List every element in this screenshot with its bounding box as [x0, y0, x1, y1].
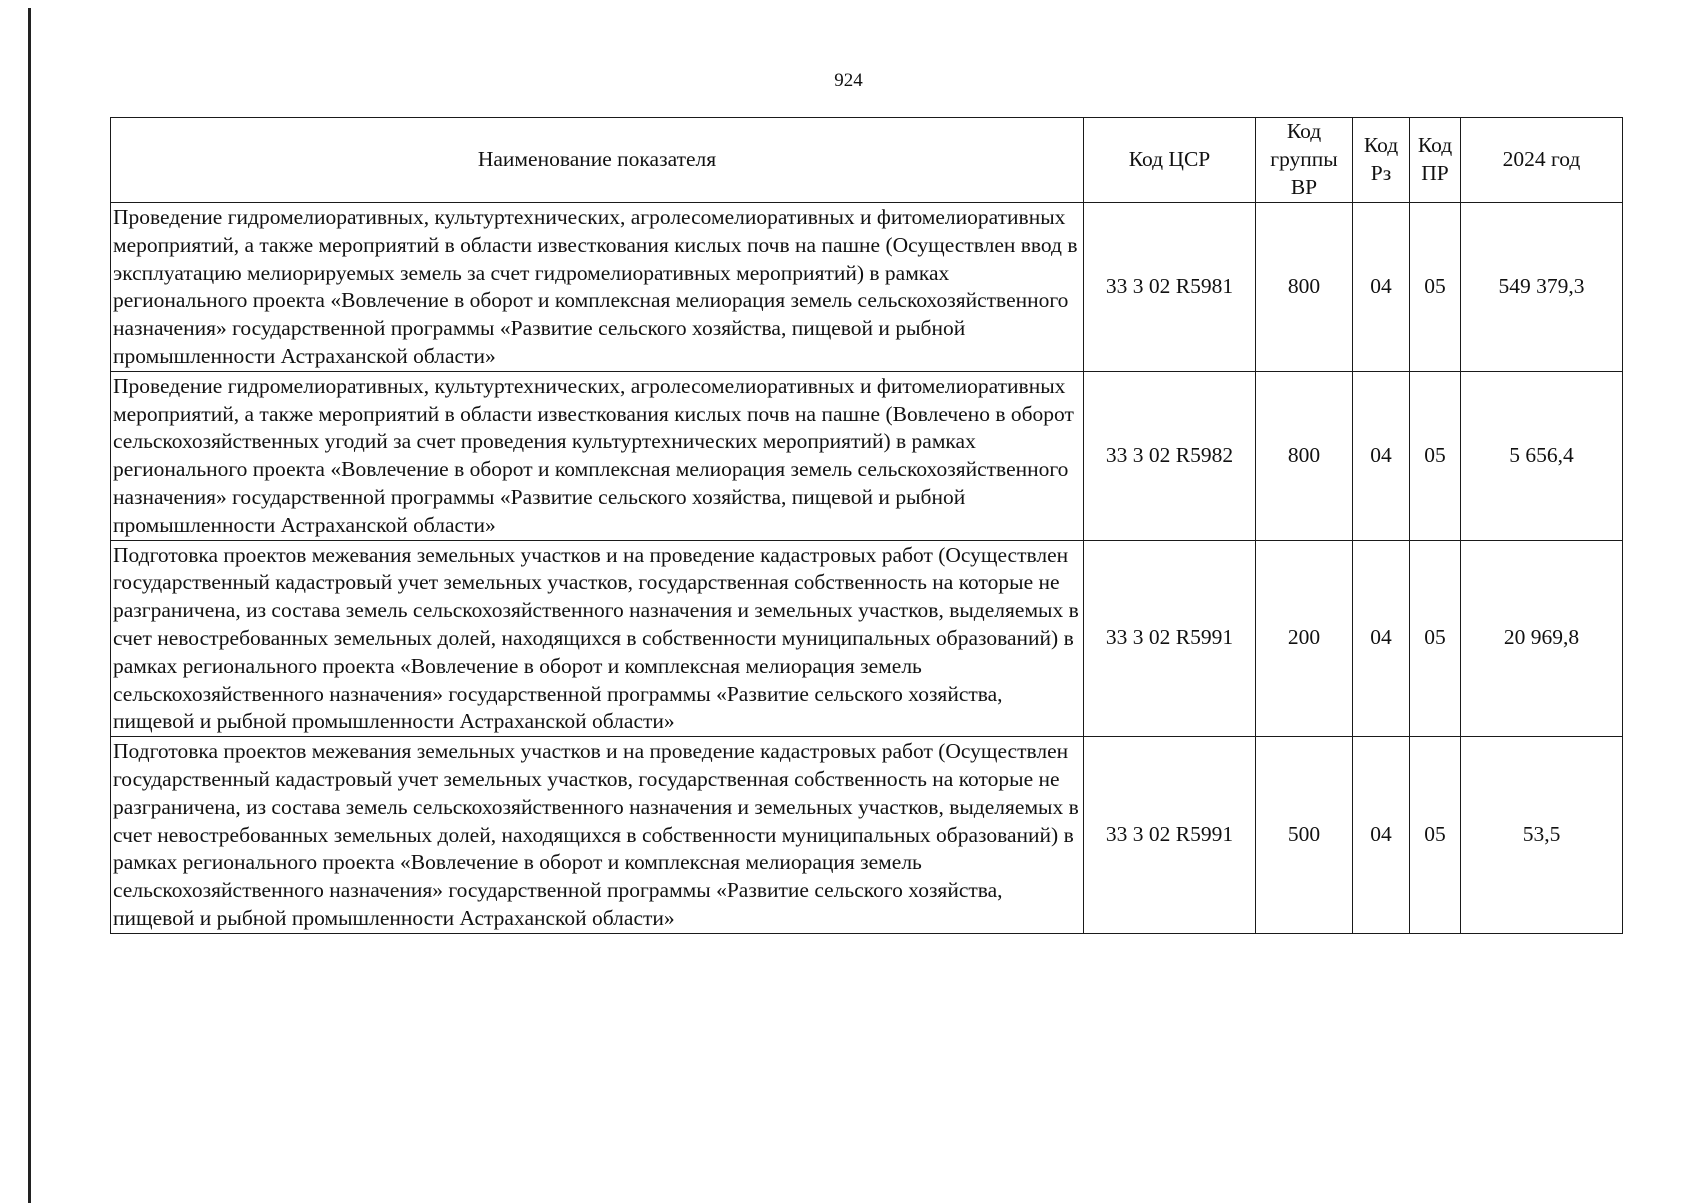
row-sum-2024: 549 379,3	[1461, 203, 1623, 372]
row-csr-code: 33 3 02 R5991	[1084, 737, 1256, 934]
row-rz-code: 04	[1353, 203, 1410, 372]
header-csr-code: Код ЦСР	[1084, 118, 1256, 203]
table-header-row	[111, 118, 1623, 203]
row-vr-code: 200	[1256, 540, 1353, 737]
row-vr-code: 800	[1256, 203, 1353, 372]
row-name: Подготовка проектов межевания земельных участков и на проведение кадастровых работ (Осуществлен государственный кадастровый учет земельных участков, государственная собственность на которые не разграничена, из состава земель сельскохозяйственного назначения и земельных участков, выделяемых в счет невостребованных земельных долей, находящихся в собственности муниципальных образований) в рамках регионального проекта «Вовлечение в оборот и комплексная мелиорация земель сельскохозяйственного назначения» государственной программы «Развитие сельского хозяйства, пищевой и рыбной промышленности Астраханской области»	[111, 737, 1084, 934]
row-name: Подготовка проектов межевания земельных участков и на проведение кадастровых работ (Осуществлен государственный кадастровый учет земельных участков, государственная собственность на которые не разграничена, из состава земель сельскохозяйственного назначения и земельных участков, выделяемых в счет невостребованных земельных долей, находящихся в собственности муниципальных образований) в рамках регионального проекта «Вовлечение в оборот и комплексная мелиорация земель сельскохозяйственного назначения» государственной программы «Развитие сельского хозяйства, пищевой и рыбной промышленности Астраханской области»	[111, 540, 1084, 737]
page-number: 924	[834, 70, 863, 91]
row-sum-2024: 53,5	[1461, 737, 1623, 934]
row-pr-code: 05	[1410, 203, 1461, 372]
header-year-2024: 2024 год	[1461, 118, 1623, 203]
table-row	[111, 203, 1623, 372]
row-csr-code: 33 3 02 R5991	[1084, 540, 1256, 737]
row-pr-code: 05	[1410, 737, 1461, 934]
row-csr-code: 33 3 02 R5981	[1084, 203, 1256, 372]
row-rz-code: 04	[1353, 371, 1410, 540]
table-row	[111, 371, 1623, 540]
row-pr-code: 05	[1410, 371, 1461, 540]
table-row	[111, 540, 1623, 737]
row-sum-2024: 20 969,8	[1461, 540, 1623, 737]
binding-margin-line	[28, 8, 31, 1203]
header-rz-code: Код Рз	[1353, 118, 1410, 203]
header-vr-group-code: Код группы ВР	[1256, 118, 1353, 203]
row-rz-code: 04	[1353, 737, 1410, 934]
budget-table	[110, 117, 1623, 934]
row-rz-code: 04	[1353, 540, 1410, 737]
row-csr-code: 33 3 02 R5982	[1084, 371, 1256, 540]
row-name: Проведение гидромелиоративных, культуртехнических, агролесомелиоративных и фитомелиоративных мероприятий, а также мероприятий в области известкования кислых почв на пашне (Вовлечено в оборот сельскохозяйственных угодий за счет проведения культуртехнических мероприятий) в рамках регионального проекта «Вовлечение в оборот и комплексная мелиорация земель сельскохозяйственного назначения» государственной программы «Развитие сельского хозяйства, пищевой и рыбной промышленности Астраханской области»	[111, 371, 1084, 540]
row-name: Проведение гидромелиоративных, культуртехнических, агролесомелиоративных и фитомелиоративных мероприятий, а также мероприятий в области известкования кислых почв на пашне (Осуществлен ввод в эксплуатацию мелиорируемых земель за счет гидромелиоративных мероприятий) в рамках регионального проекта «Вовлечение в оборот и комплексная мелиорация земель сельскохозяйственного назначения» государственной программы «Развитие сельского хозяйства, пищевой и рыбной промышленности Астраханской области»	[111, 203, 1084, 372]
row-vr-code: 800	[1256, 371, 1353, 540]
header-name: Наименование показателя	[111, 118, 1084, 203]
table-row	[111, 737, 1623, 934]
row-vr-code: 500	[1256, 737, 1353, 934]
row-pr-code: 05	[1410, 540, 1461, 737]
row-sum-2024: 5 656,4	[1461, 371, 1623, 540]
header-pr-code: Код ПР	[1410, 118, 1461, 203]
